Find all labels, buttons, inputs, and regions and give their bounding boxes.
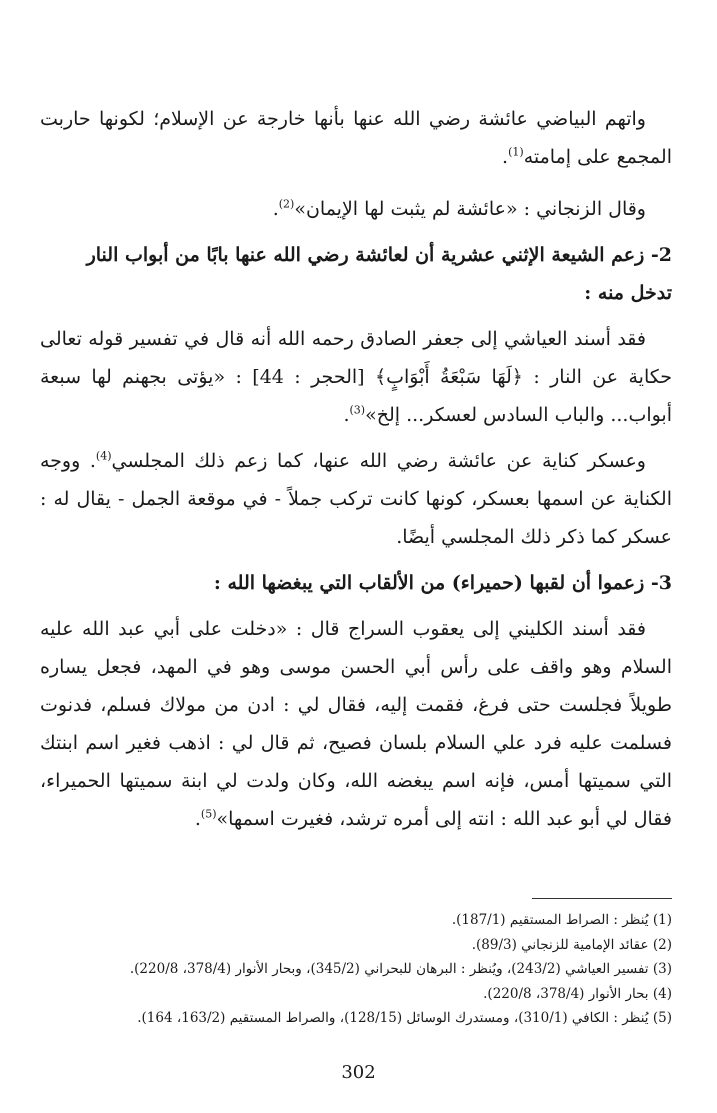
paragraph-zanjani — [40, 190, 672, 228]
section-heading-2: 2- زعم الشيعة الإثني عشرية أن لعائشة رضي الله عنها بابًا من أبواب النار تدخل منه : — [86, 244, 672, 304]
paragraph-bayadi — [40, 100, 672, 176]
paragraph-text: واتهم البياضي عائشة رضي الله عنها بأنها خارجة عن الإسلام؛ لكونها حاربت المجمع على إمامته — [40, 108, 672, 168]
paragraph-ayyashi — [40, 320, 672, 434]
paragraph-text: [الحجر : 44] : «يؤتى بجهنم لها سبعة أبواب... والباب السادس لعسكر... إلخ» — [40, 366, 672, 426]
paragraph-text: فقد أسند العياشي إلى جعفر الصادق رحمه الله أنه قال في تفسير قوله تعالى حكاية عن النار : — [40, 328, 672, 388]
footnote-ref[interactable]: (2) — [278, 197, 295, 211]
page-number: 302 — [341, 1062, 376, 1083]
punctuation: . — [502, 146, 509, 168]
footnote-item: (4) بحار الأنوار (378/4، 220/8). — [483, 985, 672, 1002]
punctuation: . — [272, 198, 279, 220]
footnote-ref[interactable]: (5) — [200, 807, 217, 821]
punctuation: . — [194, 808, 201, 830]
paragraph-text: وعسكر كناية عن عائشة رضي الله عنها، كما زعم ذلك المجلسي — [111, 450, 646, 472]
paragraph-kulayni — [40, 610, 672, 838]
paragraph-text: . ووجه الكناية عن اسمها بعسكر، كونها كانت تركب جملاً - في موقعة الجمل - يقال له : عسكر كما ذكر ذلك المجلسي أيضًا. — [40, 450, 672, 548]
section-heading-3: 3- زعموا أن لقبها (حميراء) من الألقاب التي يبغضها الله : — [213, 572, 672, 594]
paragraph-text: وقال الزنجاني : «عائشة لم يثبت لها الإيمان» — [294, 198, 646, 220]
quran-verse: ﴿لَهَا سَبْعَةُ أَبْوَابٍ﴾ — [374, 366, 523, 388]
footnote-item: (2) عقائد الإمامية للزنجاني (89/3). — [471, 936, 672, 953]
footnote-ref[interactable]: (4) — [95, 449, 112, 463]
punctuation: . — [343, 404, 350, 426]
footnote-divider — [532, 898, 672, 899]
page-body — [40, 100, 672, 838]
footnote-ref[interactable]: (3) — [349, 403, 366, 417]
footnote-item: (3) تفسير العياشي (243/2)، ويُنظر : البرهان للبحراني (345/2)، وبحار الأنوار (378/4، 220/8). — [129, 961, 672, 977]
footnote-item: (1) يُنظر : الصراط المستقيم (187/1). — [451, 912, 672, 928]
paragraph-text: فقد أسند الكليني إلى يعقوب السراج قال : «دخلت على أبي عبد الله عليه السلام وهو واقف على رأس أبي الحسن موسى وهو في المهد، فجعل يساره طويلاً فجلست حتى فرغ، فقمت إليه، فقال لي : ادن من مولاك فسلم، فدنوت فسلمت عليه فرد علي السلام بلسان فصيح، ثم قال لي : اذهب فغير اسم ابنتك التي سميتها أمس، فإنه اسم يبغضه الله، وكان ولدت لي ابنة سميتها الحميراء، فقال لي أبو عبد الله : انته إلى أمره ترشد، فغيرت اسمها» — [40, 618, 672, 830]
footnote-ref[interactable]: (1) — [508, 145, 524, 159]
footnotes — [52, 908, 672, 1031]
footnote-item: (5) يُنظر : الكافي (310/1)، ومستدرك الوسائل (128/15)، والصراط المستقيم (163/2، 164). — [137, 1010, 672, 1026]
paragraph-askar — [40, 442, 672, 556]
